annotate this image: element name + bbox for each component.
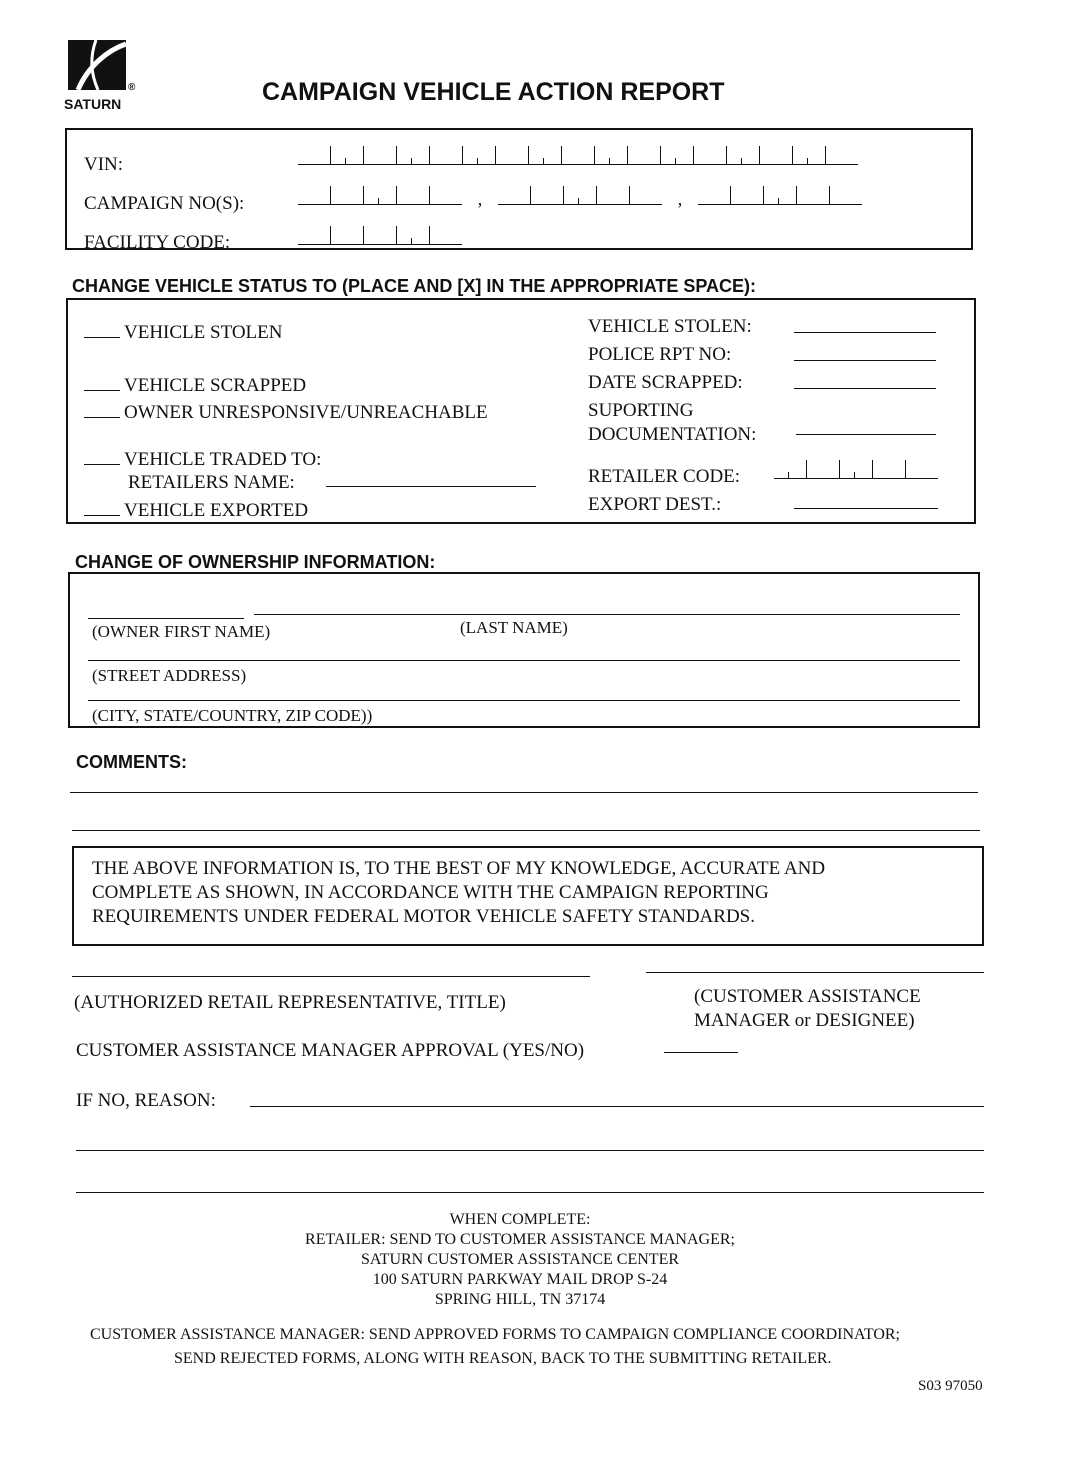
stolen-input[interactable] [794,332,936,333]
manager-label-line-1: (CUSTOMER ASSISTANCE [694,986,921,1007]
manager-label-line-2: MANAGER or DESIGNEE) [694,1010,915,1031]
reason-line-2[interactable] [76,1150,984,1151]
comments-heading: COMMENTS: [76,752,187,772]
documentation-input[interactable] [796,434,936,435]
registered-mark: ® [128,82,136,93]
last-name-input[interactable] [254,614,960,615]
footer-line-5: SPRING HILL, TN 37174 [434,1291,606,1308]
first-name-input[interactable] [88,618,244,619]
comments-line-1[interactable] [70,792,978,793]
ownership-heading: CHANGE OF OWNERSHIP INFORMATION: [75,552,436,572]
status-heading: CHANGE VEHICLE STATUS TO (PLACE AND [X] IN THE APPROPRIATE SPACE): [72,276,757,296]
reason-line-3[interactable] [76,1192,984,1193]
representative-label: (AUTHORIZED RETAIL REPRESENTATIVE, TITLE) [74,992,506,1013]
saturn-logo [62,36,152,118]
date-scrapped-label: DATE SCRAPPED: [588,372,743,393]
saturn-wordmark: SATURN [64,96,122,112]
vin-label: VIN: [84,154,124,175]
certification-line-3: REQUIREMENTS UNDER FEDERAL MOTOR VEHICLE SAFETY STANDARDS. [92,906,755,927]
retailer-code-label: RETAILER CODE: [588,466,741,487]
checkbox-scrapped[interactable] [84,376,120,391]
city-label: (CITY, STATE/COUNTRY, ZIP CODE)) [92,706,373,725]
footer-note-1: CUSTOMER ASSISTANCE MANAGER: SEND APPROVED FORMS TO CAMPAIGN COMPLIANCE COORDINATOR; [90,1326,900,1343]
checkbox-traded[interactable] [84,450,120,465]
representative-signature-line[interactable] [72,976,590,977]
manager-signature-line[interactable] [646,972,984,973]
facility-code-field[interactable] [298,226,462,250]
facility-label: FACILITY CODE: [84,232,231,253]
export-dest-label: EXPORT DEST.: [588,494,722,515]
form-code: S03 97050 [918,1378,983,1394]
police-report-input[interactable] [794,360,936,361]
footer-note-2: SEND REJECTED FORMS, ALONG WITH REASON, BACK TO THE SUBMITTING RETAILER. [174,1350,832,1367]
retailers-name-input[interactable] [326,486,536,487]
ownership-box [68,572,980,728]
footer-address [260,1210,780,1310]
option-exported[interactable]: VEHICLE EXPORTED [84,500,308,522]
street-label: (STREET ADDRESS) [92,666,247,685]
retailers-name-label: RETAILERS NAME: [128,472,295,493]
certification-line-1: THE ABOVE INFORMATION IS, TO THE BEST OF MY KNOWLEDGE, ACCURATE AND [92,858,826,879]
footer-line-4: 100 SATURN PARKWAY MAIL DROP S-24 [372,1271,668,1288]
retailer-code-field[interactable] [774,460,938,484]
street-input[interactable] [88,660,960,661]
option-scrapped[interactable]: VEHICLE SCRAPPED [84,375,306,397]
checkbox-stolen[interactable] [84,323,120,338]
documentation-label: DOCUMENTATION: [588,424,757,445]
checkbox-unresponsive[interactable] [84,403,120,418]
option-stolen[interactable]: VEHICLE STOLEN [84,322,283,344]
page-title: CAMPAIGN VEHICLE ACTION REPORT [262,78,725,106]
city-input[interactable] [88,700,960,701]
reason-line-1[interactable] [250,1106,984,1107]
approval-input[interactable] [664,1052,738,1053]
footer-line-2: RETAILER: SEND TO CUSTOMER ASSISTANCE MANAGER; [305,1231,735,1248]
campaign-separator: , [477,189,483,209]
approval-label: CUSTOMER ASSISTANCE MANAGER APPROVAL (YES/NO) [76,1040,585,1061]
checkbox-exported[interactable] [84,501,120,516]
vin-field[interactable] [298,146,858,170]
certification-line-2: COMPLETE AS SHOWN, IN ACCORDANCE WITH THE CAMPAIGN REPORTING [92,882,769,903]
campaign-number-fields[interactable] [298,186,862,210]
campaign-separator: , [677,189,683,209]
last-name-label: (LAST NAME) [460,618,568,637]
option-unresponsive[interactable]: OWNER UNRESPONSIVE/UNREACHABLE [84,402,488,424]
footer-line-3: SATURN CUSTOMER ASSISTANCE CENTER [360,1251,680,1268]
date-scrapped-input[interactable] [794,388,936,389]
first-name-label: (OWNER FIRST NAME) [92,622,271,641]
footer-line-1: WHEN COMPLETE: [449,1211,591,1228]
police-report-label: POLICE RPT NO: [588,344,732,365]
stolen-date-label: VEHICLE STOLEN: [588,316,752,337]
campaign-label: CAMPAIGN NO(S): [84,193,245,214]
option-traded[interactable]: VEHICLE TRADED TO: [84,449,321,471]
comments-line-2[interactable] [72,830,980,831]
reason-label: IF NO, REASON: [76,1090,216,1111]
supporting-label: SUPORTING [588,400,694,421]
export-dest-input[interactable] [794,508,938,509]
